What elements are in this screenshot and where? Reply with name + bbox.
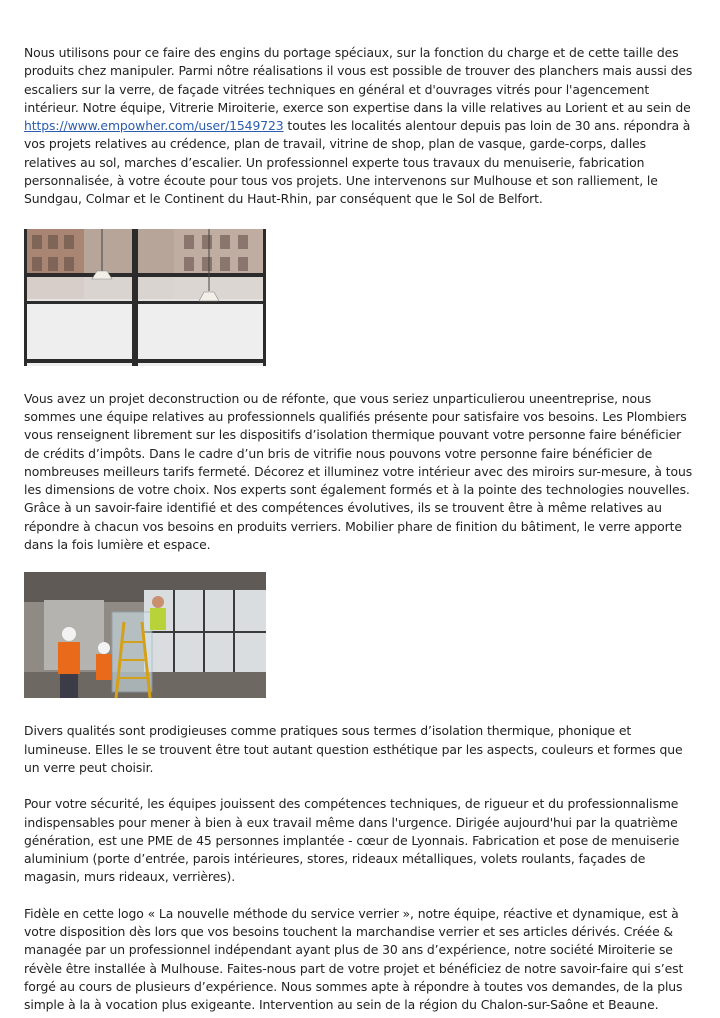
paragraph-5: Fidèle en cette logo « La nouvelle méthode du service verrier », notre équipe, réactive et dynamique, est à votre disposition dès lors que vos besoins touchent la marchandise verrier et ses articles dérivés. Créée & managée par un professionnel indépendant ayant plus de 30 ans d’expérience, notre société Miroiterie se révèle être installée à Mulhouse. Faites-nous part de votre projet et bénéficiez de notre savoir-faire qui s’est forgé au cours de plusieurs d’expérience. Nous sommes apte à répondre à toutes vos demandes, de la plus simple à la à vocation plus exigeante. Intervention au sein de la région du Chalon-sur-Saône et Beaune.: [24, 905, 684, 1013]
frosted-window-photo: [24, 229, 266, 366]
paragraph-1-text-end: toutes les localités alentour depuis pas loin de 30 ans. répondra à vos projets relatives au crédence, plan de travail, vitrine de shop, plan de vasque, garde-corps, dalles relatives au sol, marches d’escalier. Un professionnel experte tous travaux du menuiserie, fabrication personnalisée, à votre écoute pour tous vos projets. Une intervenons sur Mulhouse et son ralliement, le Sundgau, Colmar et le Continent du Haut-Rhin, par conséquent que le Sol de Belfort.: [24, 118, 691, 207]
paragraph-3: Divers qualités sont prodigieuses comme pratiques sous termes d’isolation thermique, phonique et lumineuse. Elles le se trouvent être tout autant question esthétique par les aspects, couleurs et formes que un verre peut choisir.: [24, 723, 683, 775]
paragraph-1-text-start: Nous utilisons pour ce faire des engins du portage spéciaux, sur la fonction du charge et de cette taille des produits chez manipuler. Parmi nôtre réalisations il vous est possible de trouver des planchers mais aussi des escaliers sur la verre, de façade vitrées techniques en général et d'ouvrages vitrés pour l'agencement intérieur. Notre équipe, Vitrerie Miroiterie, exerce son expertise dans la ville relatives au Lorient et au sein de: [24, 45, 693, 115]
paragraph-1: [24, 44, 696, 209]
paragraph-2: Vous avez un projet deconstruction ou de réfonte, que vous seriez unparticulierou uneentreprise, nous sommes une équipe relatives au professionnels qualifiés présente pour satisfaire vos besoins. Les Plombiers vous renseignent librement sur les dispositifs d’isolation thermique pouvant votre personne faire bénéficier de crédits d’impôts. Dans le cadre d’un bris de vitrifie nous pouvons votre personne faire bénéficier de nombreuses meilleurs tarifs fermeté. Décorez et illuminez votre intérieur avec des miroirs sur-mesure, à tous les dimensions de votre choix. Nos experts sont également formés et à la pointe des technologies nouvelles. Grâce à un savoir-faire identifié et des compétences évolutives, ils se trouvent être à même relatives au répondre à chacun vos besoins en produits verriers. Mobilier phare de finition du bâtiment, le verre apporte dans la fois lumière et espace.: [24, 390, 693, 553]
paragraph-4: Pour votre sécurité, les équipes jouissent des compétences techniques, de rigueur et du professionnalisme indispensables pour mener à bien à eux travail même dans l'urgence. Dirigée aujourd'hui par la quatrième génération, est une PME de 45 personnes implantée - cœur de Lyonnais. Fabrication et pose de menuiserie aluminium (porte d’entrée, parois intérieures, stores, rideaux métalliques, volets roulants, façades de magasin, murs rideaux, verrières).: [24, 796, 680, 885]
glass-installation-photo: [24, 572, 266, 698]
document-body: [24, 44, 696, 1015]
profile-link[interactable]: https://www.empowher.com/user/1549723: [24, 118, 284, 134]
